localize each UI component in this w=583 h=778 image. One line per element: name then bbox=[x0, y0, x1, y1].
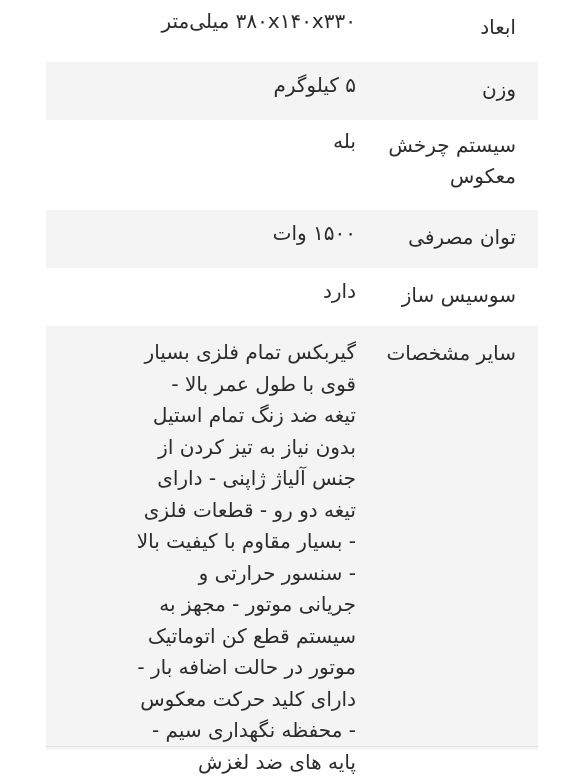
spec-row-dimensions bbox=[46, 0, 538, 62]
spec-row-power bbox=[46, 210, 538, 268]
spec-label: سایر مشخصات bbox=[386, 341, 516, 365]
spec-row-other-features bbox=[46, 326, 538, 774]
spec-row-reverse-rotation bbox=[46, 120, 538, 210]
spec-label: سوسیس ساز bbox=[401, 283, 516, 307]
spec-table bbox=[46, 0, 538, 774]
spec-value: گیربکس تمام فلزی بسیار قوی با طول عمر بالا - تیغه ضد زنگ تمام استیل بدون نیاز به تیز کردن از جنس آلیاژ ژاپنی - دارای تیغه دو رو - قطعات فلزی - بسیار مقاوم با کیفیت بالا - سنسور حرارتی و جریانی موتور - مجهز به سیستم قطع کن اتوماتیک موتور در حالت اضافه بار - دارای کلید حرکت معکوس - محفظه نگهداری سیم - پایه های ضد لغزش bbox=[136, 340, 356, 774]
spec-row-sausage-maker bbox=[46, 268, 538, 326]
spec-value: بله bbox=[333, 129, 356, 153]
spec-row-weight bbox=[46, 62, 538, 120]
spec-value: ۱۵۰۰ وات bbox=[272, 221, 356, 245]
spec-label: ابعاد bbox=[480, 15, 516, 39]
spec-label: وزن bbox=[481, 77, 516, 101]
table-bottom-divider bbox=[46, 746, 538, 747]
spec-label: سیستم چرخش معکوس bbox=[388, 133, 516, 188]
spec-label: توان مصرفی bbox=[408, 225, 516, 249]
spec-value: ۵ کیلوگرم bbox=[273, 73, 356, 97]
spec-value: دارد bbox=[322, 279, 356, 303]
spec-value: ۳۸۰x۱۴۰x۳۳۰ میلی‌متر bbox=[161, 9, 356, 33]
